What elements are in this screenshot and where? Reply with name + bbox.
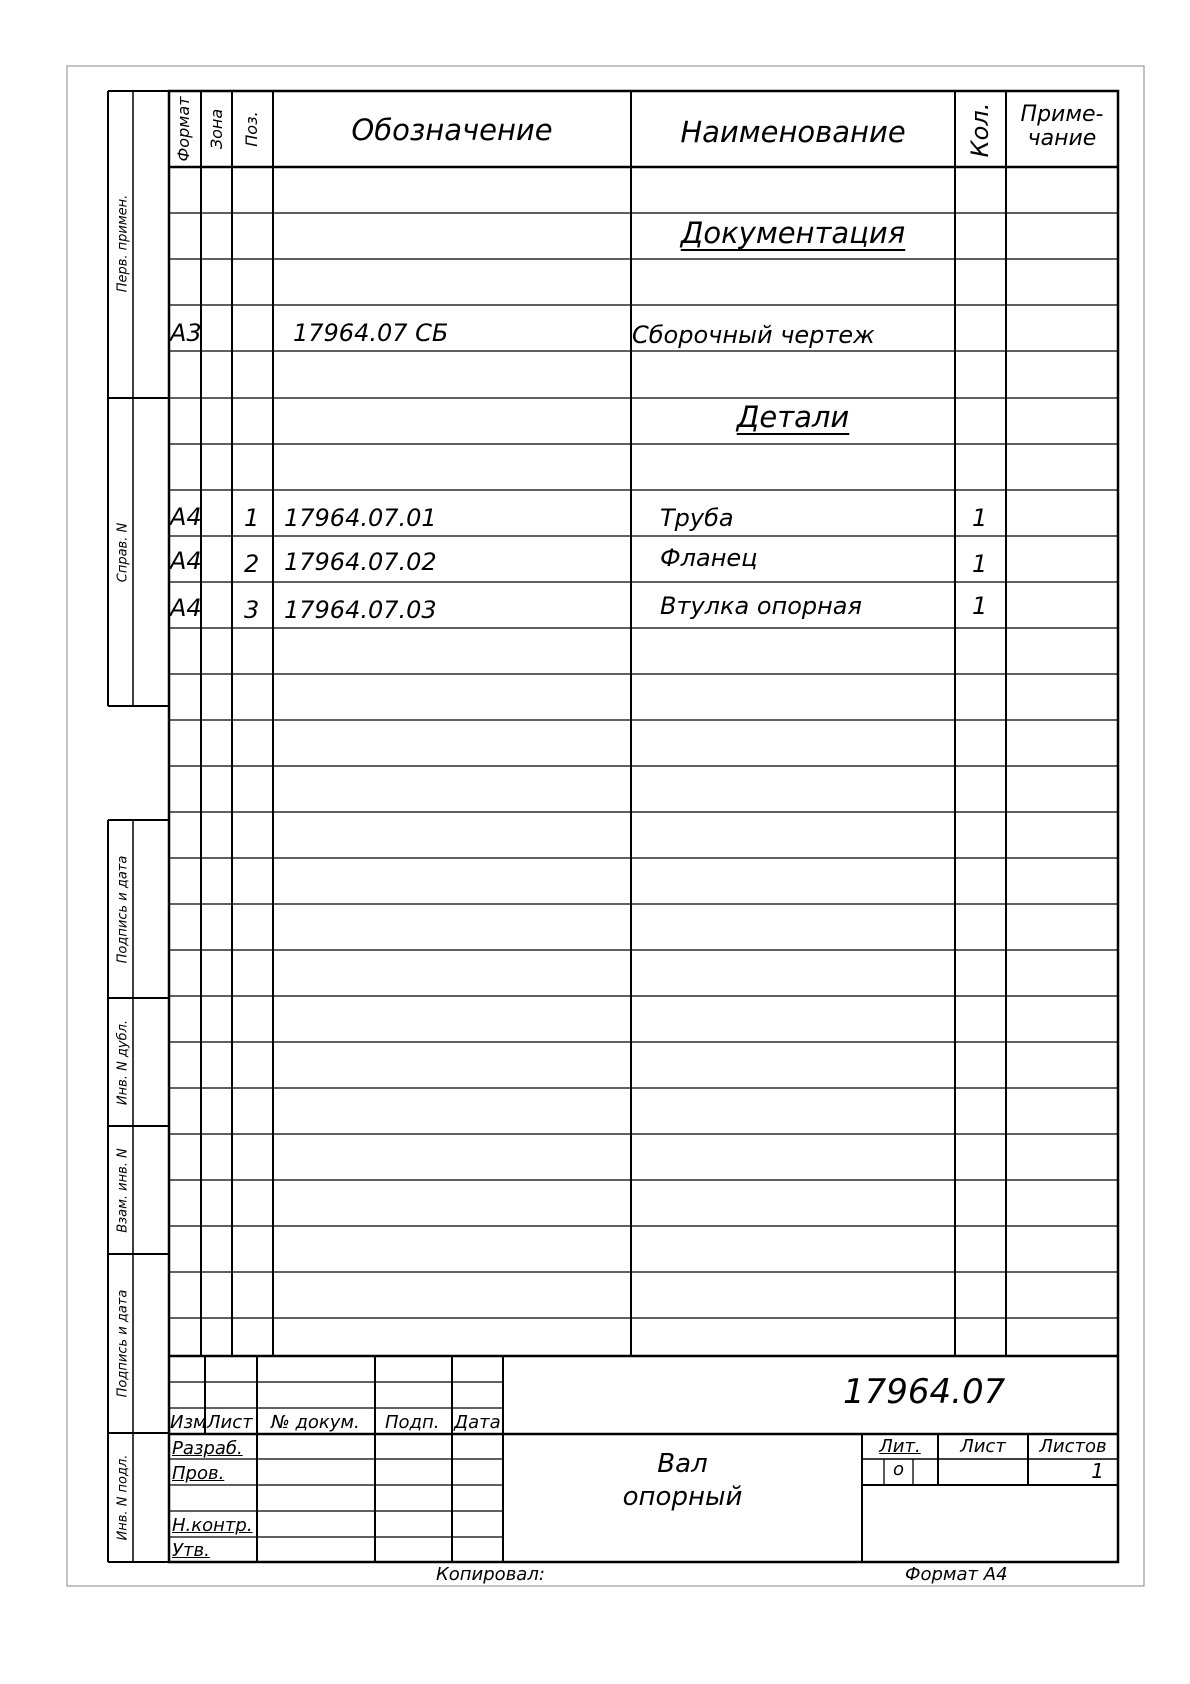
tb-list-label: Лист bbox=[960, 1436, 1006, 1457]
header-note-line1: Приме- bbox=[1020, 102, 1104, 127]
side-inv-podl: Инв. N подл. bbox=[115, 1454, 131, 1541]
part-row-3-qty: 1 bbox=[972, 592, 988, 620]
part-row-3-pos: 3 bbox=[244, 596, 260, 624]
tb-listov-value: 1 bbox=[1091, 1459, 1104, 1483]
header-qty: Кол. bbox=[966, 102, 994, 158]
tb-n-kontr: Н.контр. bbox=[172, 1515, 253, 1536]
part-row-1-pos: 1 bbox=[244, 504, 260, 532]
footer-copied: Копировал: bbox=[436, 1564, 545, 1585]
part-row-2-format: А4 bbox=[170, 547, 202, 575]
header-pos: Поз. bbox=[242, 111, 261, 147]
tb-izm: Изм bbox=[170, 1412, 207, 1433]
part-row-2-name: Фланец bbox=[660, 544, 758, 572]
tb-listov-label: Листов bbox=[1039, 1436, 1107, 1457]
part-row-3-format: А4 bbox=[170, 594, 202, 622]
part-row-1-format: А4 bbox=[170, 503, 202, 531]
doc-row-designation: 17964.07 СБ bbox=[293, 319, 449, 347]
tb-list: Лист bbox=[207, 1412, 253, 1433]
tb-n-dokum: № докум. bbox=[271, 1412, 360, 1433]
section-documentation: Документация bbox=[680, 216, 906, 250]
tb-podp: Подп. bbox=[385, 1412, 440, 1433]
header-name: Наименование bbox=[680, 115, 906, 149]
header-note-line2: чание bbox=[1027, 126, 1097, 151]
tb-razrab: Разраб. bbox=[172, 1438, 243, 1459]
footer-format: Формат А4 bbox=[905, 1564, 1008, 1585]
side-podpis-data-2: Подпись и дата bbox=[115, 1289, 131, 1398]
part-row-2-designation: 17964.07.02 bbox=[284, 548, 437, 576]
tb-prov: Пров. bbox=[172, 1463, 225, 1484]
part-row-3-designation: 17964.07.03 bbox=[284, 596, 437, 624]
header-format: Формат bbox=[174, 96, 193, 162]
tb-lit-value: о bbox=[892, 1459, 904, 1480]
doc-row-name: Сборочный чертеж bbox=[632, 321, 875, 349]
part-row-1-designation: 17964.07.01 bbox=[284, 504, 437, 532]
part-row-2-qty: 1 bbox=[972, 550, 988, 578]
side-sprav-n: Справ. N bbox=[115, 522, 131, 583]
side-podpis-data-1: Подпись и дата bbox=[115, 855, 131, 964]
doc-row-format: А3 bbox=[170, 319, 202, 347]
section-details: Детали bbox=[736, 400, 850, 434]
tb-utv: Утв. bbox=[172, 1540, 210, 1561]
doc-number: 17964.07 bbox=[843, 1372, 1006, 1412]
part-row-3-name: Втулка опорная bbox=[660, 592, 862, 620]
side-inv-dubl: Инв. N дубл. bbox=[115, 1019, 131, 1106]
side-perv-primen: Перв. примен. bbox=[115, 194, 131, 293]
title-line1: Вал bbox=[657, 1449, 708, 1479]
header-zone: Зона bbox=[207, 108, 226, 150]
tb-data: Дата bbox=[454, 1412, 501, 1433]
side-vzam-inv: Взам. инв. N bbox=[115, 1148, 131, 1233]
part-row-1-qty: 1 bbox=[972, 504, 988, 532]
tb-lit-label: Лит. bbox=[879, 1436, 921, 1457]
title-line2: опорный bbox=[622, 1482, 743, 1512]
header-designation: Обозначение bbox=[351, 113, 553, 147]
part-row-1-name: Труба bbox=[660, 504, 734, 532]
part-row-2-pos: 2 bbox=[244, 550, 260, 578]
